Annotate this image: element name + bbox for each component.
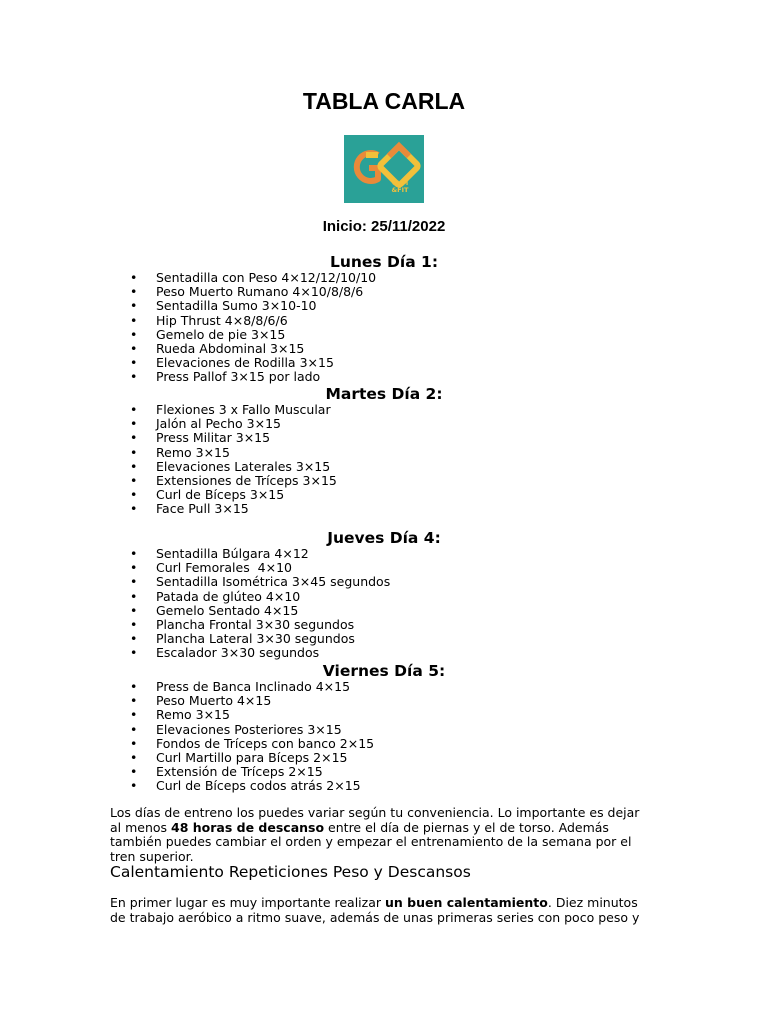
list-item: • Remo 3×15 [130,708,374,722]
day-2-exercise-list [130,403,337,517]
list-item: • Plancha Lateral 3×30 segundos [130,632,390,646]
gym-fit-logo [344,135,424,203]
list-item: • Gemelo Sentado 4×15 [130,604,390,618]
paragraph-text: . Diez minutos [547,895,638,910]
document-title: TABLA CARLA [302,88,466,114]
paragraph-text: al menos [110,819,172,835]
logo-text-gym: GYM [391,179,409,187]
bold-text: 48 horas de descanso [171,819,325,835]
list-item: • Elevaciones Laterales 3×15 [130,460,337,474]
paragraph-line: también puedes cambiar el orden y empezar el entrenamiento de la semana por el [110,834,632,849]
paragraph-text: En primer lugar es muy importante realizar [110,895,385,910]
list-item: • Curl Femorales 4×10 [130,561,390,575]
logo-text-fit: &FIT [391,186,409,194]
day-5-exercise-list [130,680,374,794]
list-item: • Press de Banca Inclinado 4×15 [130,680,374,694]
paragraph-text: entre el día de piernas y el de torso. Además [324,819,609,835]
bold-text: un buen calentamiento [384,895,548,910]
day-5-title: Viernes Día 5: [322,662,446,680]
list-item: • Curl de Bíceps codos atrás 2×15 [130,779,374,793]
list-item: • Face Pull 3×15 [130,502,337,516]
list-item: • Sentadilla con Peso 4×12/12/10/10 [130,271,376,285]
list-item: • Plancha Frontal 3×30 segundos [130,618,390,632]
list-item: • Elevaciones de Rodilla 3×15 [130,356,376,370]
list-item: • Patada de glúteo 4×10 [130,590,390,604]
day-1-title: Lunes Día 1: [329,253,439,271]
list-item: • Peso Muerto 4×15 [130,694,374,708]
list-item: • Sentadilla Búlgara 4×12 [130,547,390,561]
list-item: • Hip Thrust 4×8/8/6/6 [130,314,376,328]
list-item: • Remo 3×15 [130,446,337,460]
paragraph-line: tren superior. [110,848,194,864]
list-item: • Press Militar 3×15 [130,431,337,445]
list-item: • Sentadilla Sumo 3×10-10 [130,299,376,313]
gym-fit-logo-graphic [344,135,424,203]
list-item: • Gemelo de pie 3×15 [130,328,376,342]
list-item: • Fondos de Tríceps con banco 2×15 [130,737,374,751]
warmup-paragraph [110,896,670,925]
list-item: • Press Pallof 3×15 por lado [130,370,376,384]
paragraph-line: de trabajo aeróbico a ritmo suave, además de unas primeras series con poco peso y [110,909,640,925]
list-item: • Curl de Bíceps 3×15 [130,488,337,502]
list-item: • Elevaciones Posteriores 3×15 [130,723,374,737]
list-item: • Flexiones 3 x Fallo Muscular [130,403,337,417]
paragraph-line: Los días de entreno los puedes variar según tu conveniencia. Lo importante es dejar [110,805,640,820]
rest-days-paragraph [110,806,670,864]
list-item: • Rueda Abdominal 3×15 [130,342,376,356]
day-1-exercise-list [130,271,376,385]
list-item: • Sentadilla Isométrica 3×45 segundos [130,575,390,589]
list-item: • Escalador 3×30 segundos [130,646,390,660]
list-item: • Jalón al Pecho 3×15 [130,417,337,431]
section-heading: Calentamiento Repeticiones Peso y Descansos [110,863,471,881]
list-item: • Extensiones de Tríceps 3×15 [130,474,337,488]
list-item: • Curl Martillo para Bíceps 2×15 [130,751,374,765]
list-item: • Peso Muerto Rumano 4×10/8/8/6 [130,285,376,299]
day-2-title: Martes Día 2: [325,385,443,403]
start-date: Inicio: 25/11/2022 [322,218,446,235]
day-4-title: Jueves Día 4: [327,529,441,547]
day-4-exercise-list [130,547,390,661]
list-item: • Extensión de Tríceps 2×15 [130,765,374,779]
